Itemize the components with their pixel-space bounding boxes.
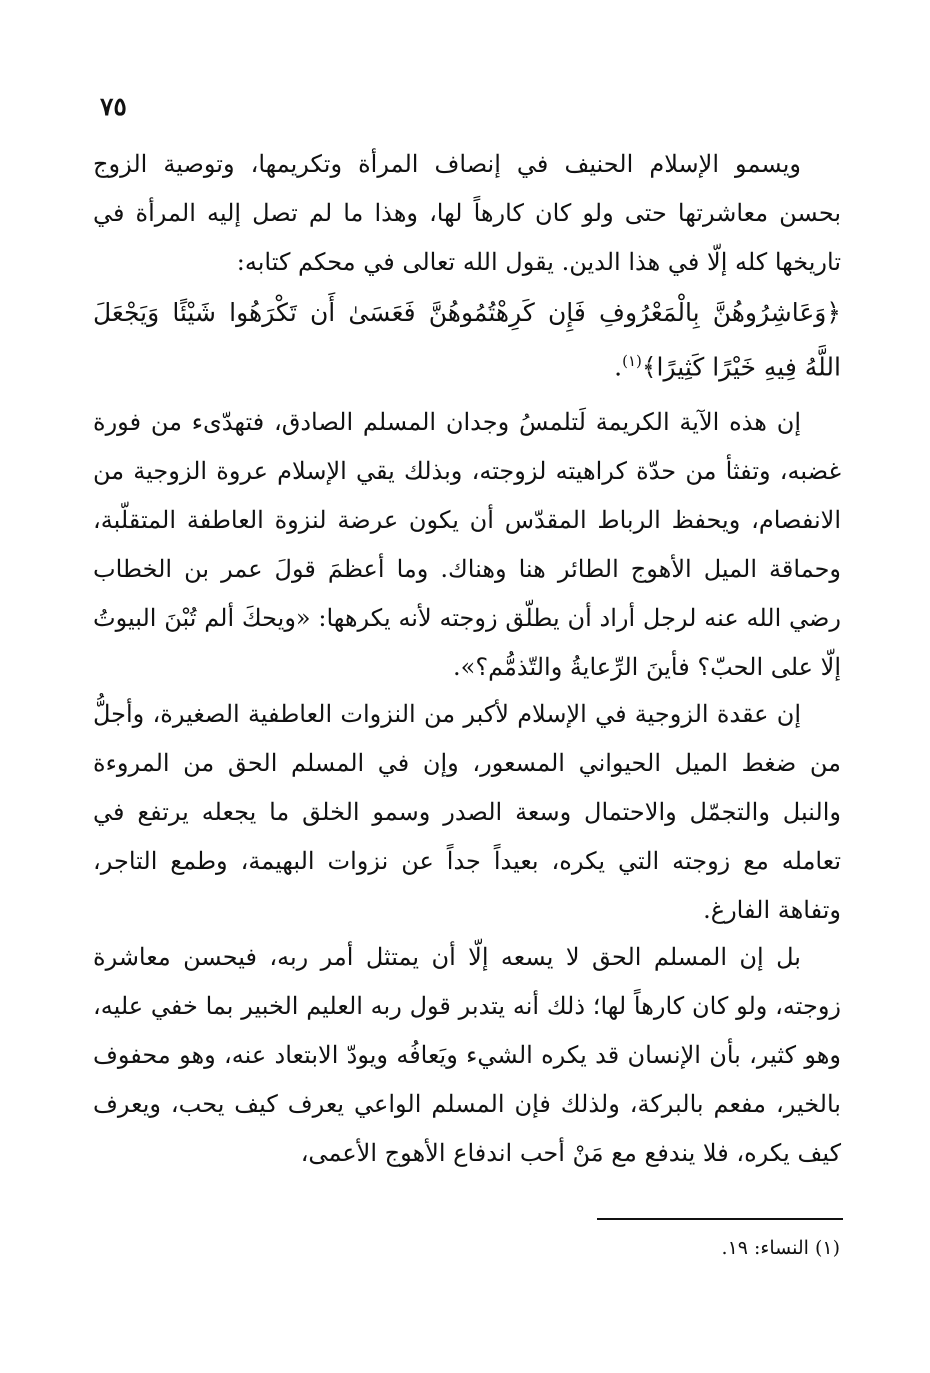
quran-verse-line: [93, 288, 841, 391]
paragraph-2: [93, 398, 841, 692]
verse-end-mark: .: [614, 352, 623, 382]
paragraph-4-text: بل إن المسلم الحق لا يسعه إلّا أن يمتثل أمر ربه، فيحسن معاشرة زوجته، ولو كان كارهاً لها؛ ذلك أنه يتدبر قول ربه العليم الخبير بما خفي عليه، وهو كثير، بأن الإنسان قد يكره الشيء ويَعافُه ويودّ الابتعاد عنه، وهو محفوف بالخير، مفعم بالبركة، ولذلك فإن المسلم الواعي يعرف كيف يحب، ويعرف كيف يكره، فلا يندفع مع مَنْ أحب اندفاع الأهوج الأعمى،: [93, 943, 841, 1167]
paragraph-3-text: إن عقدة الزوجية في الإسلام لأكبر من النزوات العاطفية الصغيرة، وأجلُّ من ضغط الميل الحيواني المسعور، وإن في المسلم الحق من المروءة والنبل والتجمّل والاحتمال وسعة الصدر وسمو الخلق ما يجعله يرتفع في تعامله مع زوجته التي يكره، بعيداً جداً عن نزوات البهيمة، وطمع التاجر، وتفاهة الفارغ.: [93, 700, 841, 924]
paragraph-1: [93, 140, 841, 287]
quran-verse-text: ﴿وَعَاشِرُوهُنَّ بِالْمَعْرُوفِ فَإِن كَرِهْتُمُوهُنَّ فَعَسَىٰ أَن تَكْرَهُوا شَيْئًا وَيَجْعَلَ اللَّهُ فِيهِ خَيْرًا كَثِيرًا﴾: [93, 298, 841, 382]
paragraph-2-text: إن هذه الآية الكريمة لَتلمسُ وجدان المسلم الصادق، فتهدّىء من فورة غضبه، وتفثأ من حدّة كراهيته لزوجته، وبذلك يقي الإسلام عروة الزوجية من الانفصام، ويحفظ الرباط المقدّس أن يكون عرضة لنزوة العاطفة المتقلّبة، وحماقة الميل الأهوج الطائر هنا وهناك. وما أعظمَ قولَ عمر بن الخطاب رضي الله عنه لرجل أراد أن يطلّق زوجته لأنه يكرهها: «ويحكَ ألم تُبْنَ البيوتُ إلّا على الحبّ؟ فأينَ الرِّعايةُ والتّذمُّم؟».: [93, 408, 841, 681]
page-number: ٧٥: [100, 92, 127, 121]
paragraph-4: [93, 933, 841, 1178]
paragraph-1-text: ويسمو الإسلام الحنيف في إنصاف المرأة وتكريمها، وتوصية الزوج بحسن معاشرتها حتى ولو كان كارهاً لها، وهذا ما لم تصل إليه المرأة في تاريخها كله إلّا في هذا الدين. يقول الله تعالى في محكم كتابه:: [93, 150, 841, 276]
footnote-separator: [597, 1218, 843, 1220]
footnote-reference: (١): [622, 352, 642, 370]
quran-verse: [93, 288, 841, 391]
footnote: (١) النساء: ١٩.: [721, 1237, 840, 1259]
paragraph-3: [93, 690, 841, 935]
